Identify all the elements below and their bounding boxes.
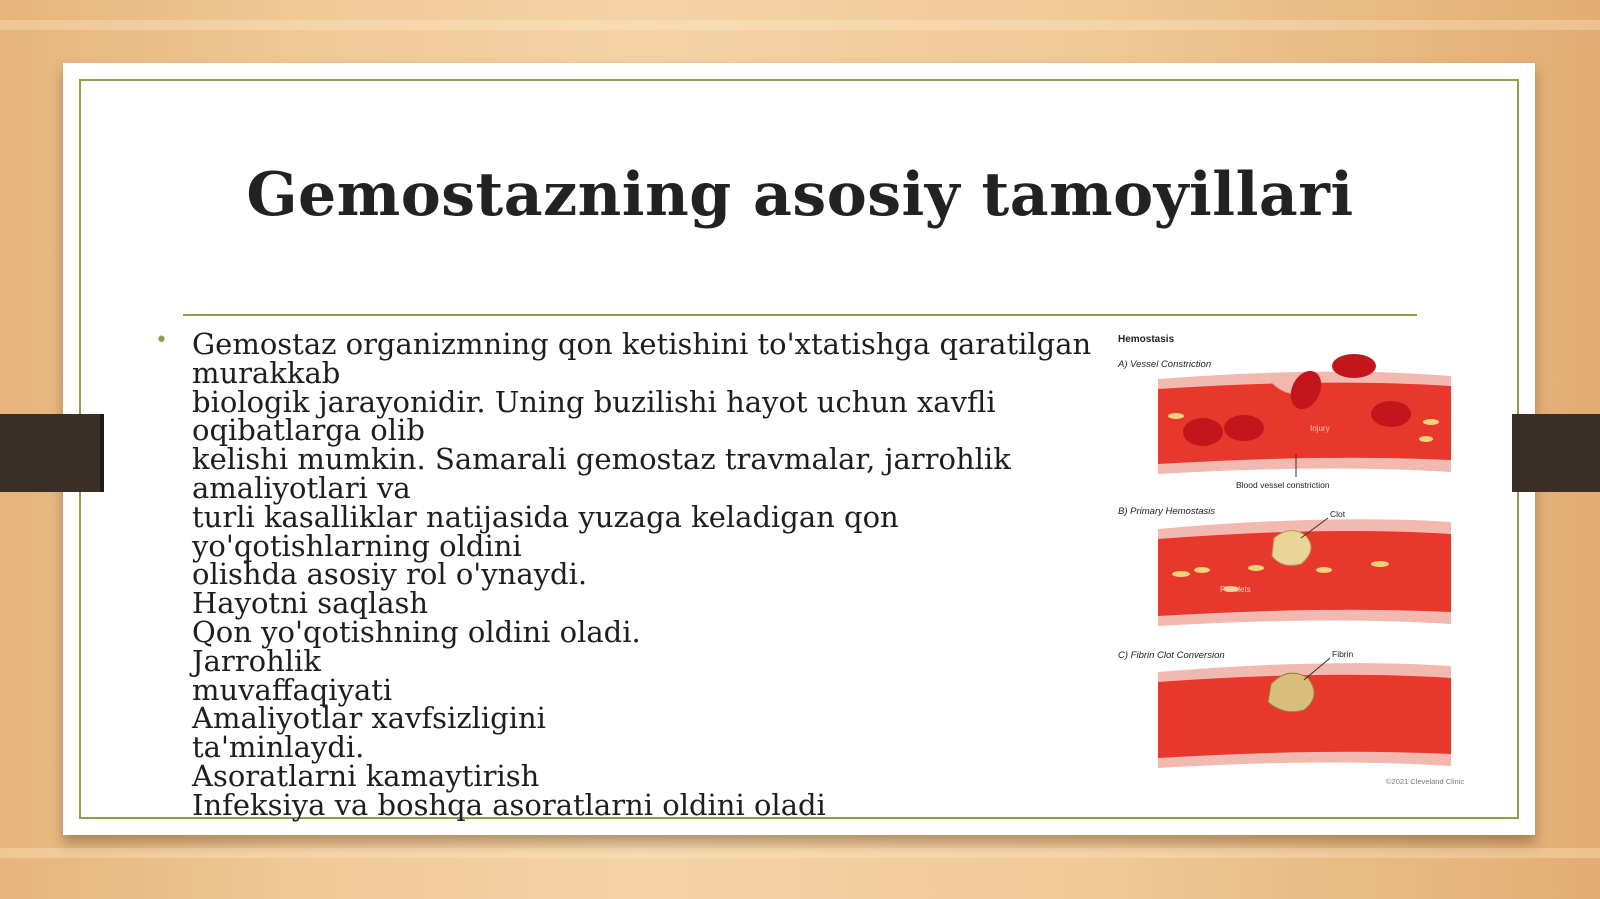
- hemostasis-figure: [1096, 324, 1508, 814]
- body-text: [192, 327, 1092, 822]
- fibrin-label: Fibrin: [1332, 649, 1354, 659]
- injury-label: Injury: [1310, 424, 1330, 433]
- body-line: murakkab: [192, 355, 341, 390]
- slide-title: Gemostazning asosiy tamoyillari: [246, 160, 1354, 230]
- vessel-constriction-diagram: [1158, 354, 1451, 477]
- body-line: yo'qotishlarning oldini: [192, 528, 522, 563]
- body-line: Gemostaz organizmning qon ketishini to'xtatishga qaratilgan: [192, 327, 1092, 361]
- body-line: Hayotni saqlash: [192, 586, 429, 621]
- panel-b-title: B) Primary Hemostasis: [1118, 506, 1216, 517]
- right-tab-decoration: [1512, 414, 1600, 492]
- body-line: Jarrohlik: [192, 643, 321, 678]
- clot-label: Clot: [1330, 509, 1346, 519]
- title-divider: [183, 314, 1417, 316]
- fibrin-clot-diagram: [1158, 658, 1451, 768]
- panel-a-caption: Blood vessel constriction: [1236, 480, 1330, 490]
- panel-a-title: A) Vessel Constriction: [1118, 359, 1212, 370]
- left-tab-decoration: [0, 414, 104, 492]
- body-line: oqibatlarga olib: [192, 413, 425, 448]
- body-line: amaliyotlari va: [192, 470, 411, 505]
- figure-credit: ©2021 Cleveland Clinic: [1386, 777, 1465, 786]
- body-line: Amaliyotlar xavfsizligini: [192, 701, 546, 736]
- body-line: kelishi mumkin. Samarali gemostaz travmalar, jarrohlik: [192, 442, 1011, 477]
- panel-c-title: C) Fibrin Clot Conversion: [1118, 650, 1225, 661]
- primary-hemostasis-diagram: [1158, 518, 1451, 626]
- bullet-icon: •: [155, 328, 168, 353]
- body-line: Asoratlarni kamaytirish: [192, 758, 540, 793]
- body-line: biologik jarayonidir. Uning buzilishi hayot uchun xavfli: [192, 384, 996, 419]
- body-line: muvaffaqiyati: [192, 672, 393, 707]
- body-line: Qon yo'qotishning oldini oladi.: [192, 614, 641, 649]
- body-line: Infeksiya va boshqa asoratlarni oldini oladi: [192, 787, 826, 822]
- hemostasis-illustration: [1096, 324, 1508, 814]
- platelets-label: Platelets: [1220, 585, 1251, 594]
- body-line: turli kasalliklar natijasida yuzaga keladigan qon: [192, 499, 899, 534]
- wood-texture: [0, 848, 1600, 858]
- wood-texture: [0, 20, 1600, 30]
- figure-heading: Hemostasis: [1118, 334, 1175, 345]
- body-line: olishda asosiy rol o'ynaydi.: [192, 557, 588, 592]
- body-line: ta'minlaydi.: [192, 730, 365, 765]
